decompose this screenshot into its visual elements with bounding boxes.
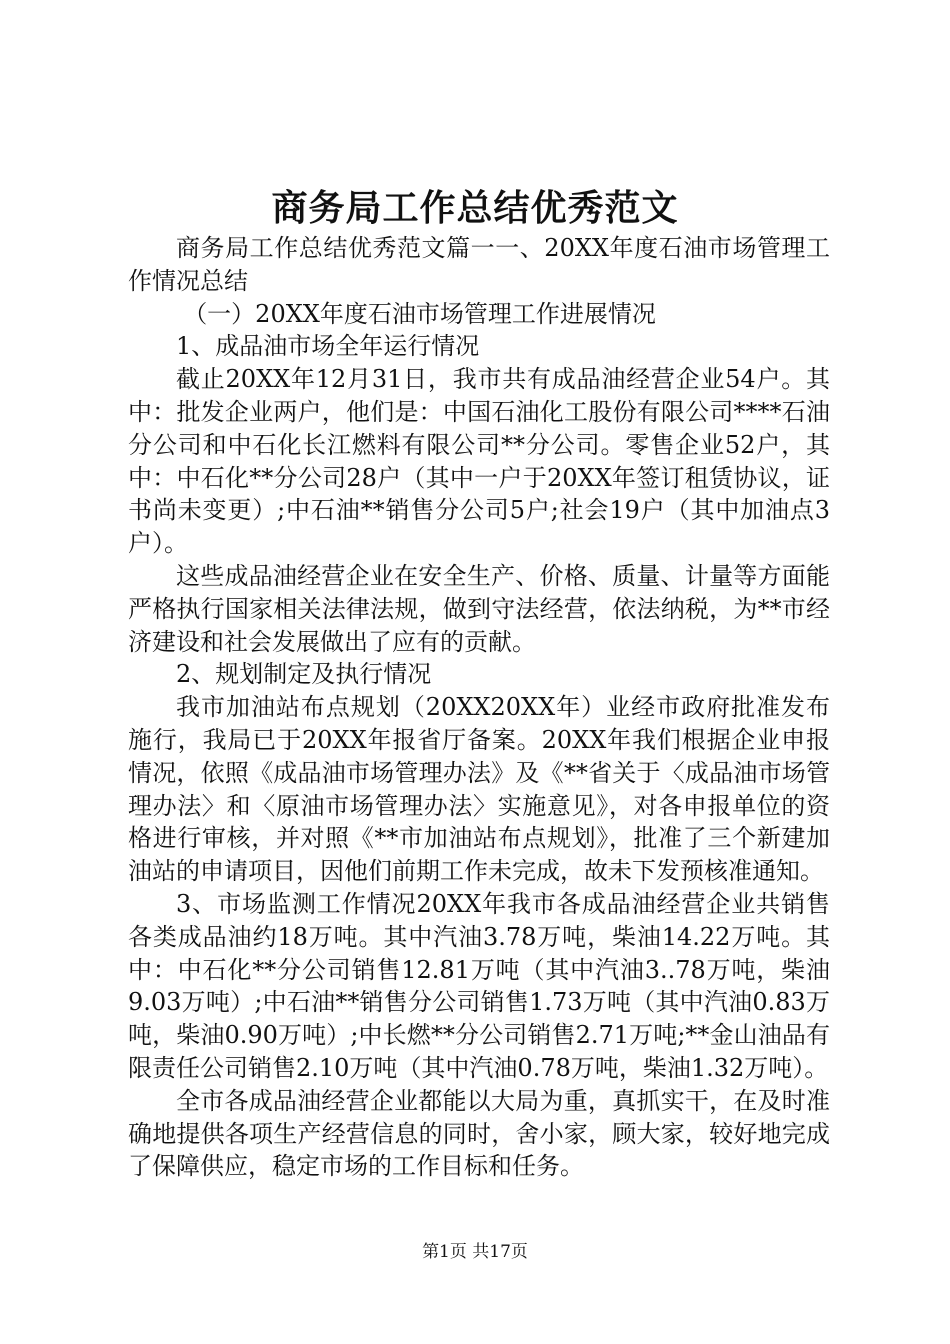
document-body <box>128 232 830 1183</box>
paragraph-compliance: 这些成品油经营企业在安全生产、价格、质量、计量等方面能严格执行国家相关法律法规，做到守法经营，依法纳税，为**市经济建设和社会发展做出了应有的贡献。 <box>128 561 830 656</box>
document-title: 商务局工作总结优秀范文 <box>271 187 679 229</box>
subsection-heading-1: 1、成品油市场全年运行情况 <box>176 332 480 361</box>
paragraph-planning: 我市加油站布点规划（20XX20XX年）业经市政府批准发布施行，我局已于20XX年报省厅备案。20XX年我们根据企业申报情况，依照《成品油市场管理办法》及《**省关于〈成品油市场管理办法〉和〈原油市场管理办法〉实施意见》，对各申报单位的资格进行审核，并对照《**市加油站布点规划》，批准了三个新建加油站的申请项目，因他们前期工作未完成，故未下发预核准通知。 <box>128 693 830 886</box>
paragraph-conclusion: 全市各成品油经营企业都能以大局为重，真抓实干，在及时准确地提供各项生产经营信息的同时，舍小家，顾大家，较好地完成了保障供应，稳定市场的工作目标和任务。 <box>128 1086 830 1181</box>
paragraph-monitoring: 3、市场监测工作情况20XX年我市各成品油经营企业共销售各类成品油约18万吨。其中汽油3.78万吨，柴油14.22万吨。其中：中石化**分公司销售12.81万吨（其中汽油3..78万吨，柴油9.03万吨）;中石油**销售分公司销售1.73万吨（其中汽油0.83万吨，柴油0.90万吨）;中长燃**分公司销售2.71万吨;**金山油品有限责任公司销售2.10万吨（其中汽油0.78万吨，柴油1.32万吨）。 <box>128 889 830 1082</box>
page-number: 第1页 共17页 <box>422 1242 528 1262</box>
subsection-heading-2: 2、规划制定及执行情况 <box>176 660 432 689</box>
paragraph-intro: 商务局工作总结优秀范文篇一一、20XX年度石油市场管理工作情况总结 <box>128 234 830 295</box>
section-heading-1: （一）20XX年度石油市场管理工作进展情况 <box>183 299 656 328</box>
paragraph-enterprises: 截止20XX年12月31日，我市共有成品油经营企业54户。其中：批发企业两户，他们是：中国石油化工股份有限公司****石油分公司和中石化长江燃料有限公司**分公司。零售企业52户，其中：中石化**分公司28户（其中一户于20XX年签订租赁协议，证书尚未变更）;中石油**销售分公司5户;社会19户（其中加油点3户）。 <box>128 365 830 558</box>
